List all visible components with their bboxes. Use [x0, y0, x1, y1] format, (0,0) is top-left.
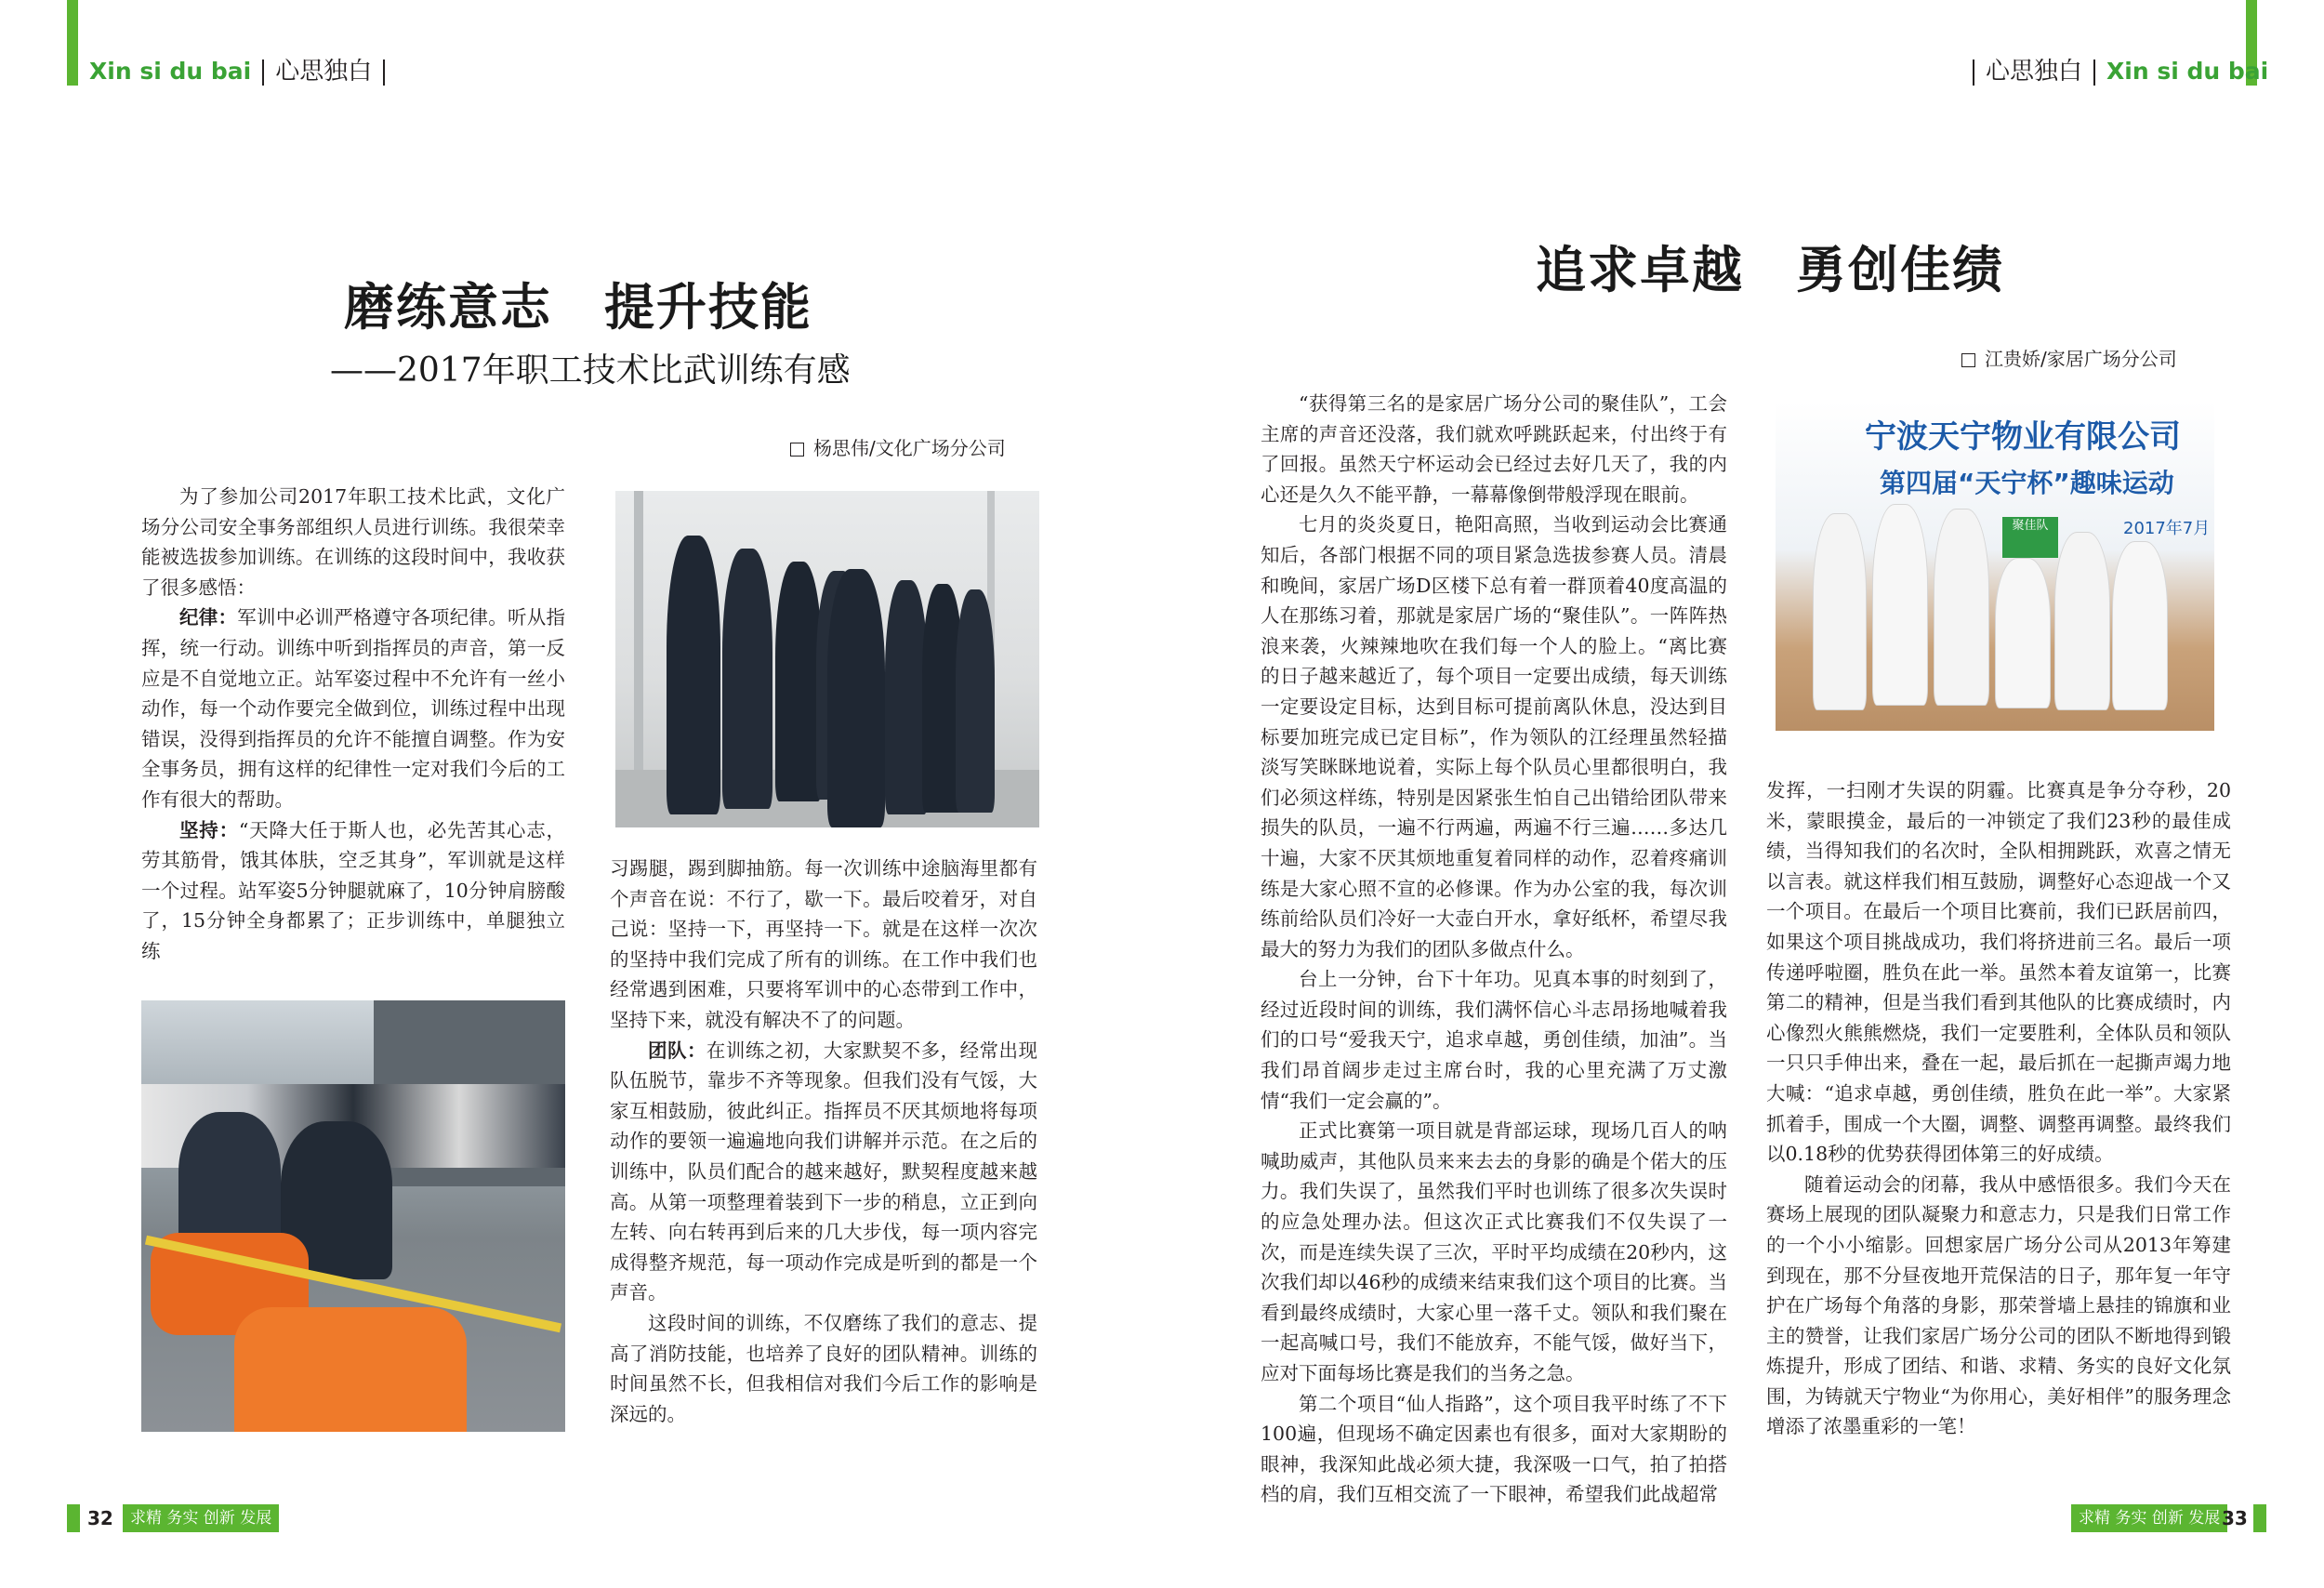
- right-page-number: 33: [2222, 1507, 2248, 1529]
- team-sign: 聚佳队: [2002, 517, 2058, 558]
- left-header-divider: [262, 60, 264, 86]
- right-footer-bar: [2253, 1504, 2266, 1532]
- paragraph: [141, 602, 565, 814]
- paragraph-text: 军训中必训严格遵守各项纪律。听从指挥，统一行动。训练中听到指挥员的声音，第一反应是不自觉地立正。站军姿过程中不允许有一丝小动作，每一个动作要完全做到位，训练过程中出现错误，没得到指挥员的允许不能擅自调整。作为安全事务员，拥有这样的纪律性一定对我们今后的工作有很大的帮助。: [141, 606, 566, 811]
- right-footer-slogan: 求精 务实 创新 发展: [2071, 1504, 2227, 1532]
- paragraph: 正式比赛第一项目就是背部运球，现场几百人的呐喊助威声，其他队员来来去去的身影的确是个偌大的压力。我们失误了，虽然我们平时也训练了很多次失误时的应急处理办法。但这次正式比赛我们不仅失误了一次，而是连续失误了三次，平时平均成绩在20秒内，这次我们却以46秒的成绩来结束我们这个项目的比赛。当看到最终成绩时，大家心里一落千丈。领队和我们聚在一起高喊口号，我们不能放弃，不能气馁，做好当下，应对下面每场比赛是我们的当务之急。: [1261, 1119, 1727, 1384]
- paragraph: 为了参加公司2017年职工技术比武，文化广场分公司安全事务部组织人员进行训练。我很荣幸能被选拔参加训练。在训练的这段时间中，我收获了很多感悟：: [141, 485, 565, 599]
- team-member-figure: [1995, 558, 2051, 708]
- guard-figure: [956, 589, 995, 813]
- author-box-icon: [790, 443, 804, 457]
- right-article-author: [1961, 344, 2177, 371]
- paragraph: “获得第三名的是家居广场分公司的聚佳队”，工会主席的声音还没落，我们就欢呼跳跃起来，付出终于有了回报。虽然天宁杯运动会已经过去好几天了，我的内心还是久久不能平静，一幕幕像倒带般浮现在眼前。: [1261, 392, 1727, 506]
- left-header-bar: [67, 0, 78, 86]
- left-footer-slogan: 求精 务实 创新 发展: [123, 1504, 279, 1532]
- paragraph: 台上一分钟，台下十年功。见真本事的时刻到了，经过近段时间的训练，我们满怀信心斗志昂扬地喊着我们的口号“爱我天宁，追求卓越，勇创佳绩，加油”。当我们昂首阔步走过主席台时，我的心里充满了万丈激情“我们一定会赢的”。: [1261, 968, 1727, 1112]
- left-page-number: 32: [87, 1507, 113, 1529]
- paragraph-label: 纪律：: [179, 606, 238, 629]
- paragraph: 这段时间的训练，不仅磨练了我们的意志、提高了消防技能，也培养了良好的团队精神。训练的时间虽然不长，但我相信对我们今后工作的影响是深远的。: [610, 1311, 1037, 1425]
- team-member-figure: [2054, 532, 2110, 710]
- left-author-name: 杨思伟/文化广场分公司: [813, 437, 1006, 459]
- guard-figure: [667, 536, 720, 814]
- left-article-author: [790, 433, 1006, 460]
- right-header-en: Xin si du bai: [2106, 58, 2269, 85]
- guard-figure: [775, 562, 822, 801]
- left-header: [89, 56, 396, 87]
- guard-figure: [722, 549, 772, 809]
- paragraph-label: 坚持：: [179, 818, 239, 841]
- author-box-icon: [1961, 353, 1975, 367]
- banner-date: 2017年7月: [2123, 519, 2211, 538]
- paragraph: [610, 1036, 1037, 1308]
- right-author-name: 江贵娇/家居广场分公司: [1985, 348, 2177, 370]
- team-member-figure: [1934, 509, 1989, 706]
- right-header-divider: [2093, 60, 2095, 86]
- paragraph-text: 在训练之初，大家默契不多，经常出现队伍脱节，靠步不齐等现象。但我们没有气馁，大家互相鼓励，彼此纠正。指挥员不厌其烦地将每项动作的要领一遍遍地向我们讲解并示范。在之后的训练中，队员们配合的越来越好，默契程度越来越高。从第一项整理着装到下一步的稍息，立正到向左转、向右转再到后来的几大步伐，每一项内容完成得整齐规范，每一项动作完成是听到的都是一个声音。: [610, 1039, 1037, 1304]
- team-member-figure: [1813, 513, 1867, 710]
- photo-security-guards-lineup: [615, 491, 1039, 827]
- paragraph-label: 团队：: [648, 1039, 706, 1062]
- paragraph: 发挥，一扫刚才失误的阴霾。比赛真是争分夺秒，20米，蒙眼摸金，最后的一冲锁定了我们23秒的最佳成绩，当得知我们的名次时，全队相拥跳跃，欢喜之情无以言表。就这样我们相互鼓励，调整好心态迎战一个又一个项目。在最后一个项目比赛前，我们已跃居前四，如果这个项目挑战成功，我们将挤进前三名。最后一项传递呼啦圈，胜负在此一举。虽然本着友谊第一，比赛第二的精神，但是当我们看到其他队的比赛成绩时，内心像烈火熊熊燃烧，我们一定要胜利，全体队员和领队一只只手伸出来，叠在一起，最后抓在一起撕声竭力地大喊：“追求卓越，勇创佳绩，胜负在此一举”。大家紧抓着手，围成一个大圈，调整、调整再调整。最终我们以0.18秒的优势获得团体第三的好成绩。: [1766, 779, 2231, 1166]
- left-column-1: [141, 482, 565, 973]
- left-footer-bar: [67, 1504, 80, 1532]
- right-header-cn: 心思独白: [1986, 58, 2083, 86]
- left-column-2: [610, 854, 1037, 1473]
- paragraph: 七月的炎炎夏日，艳阳高照，当收到运动会比赛通知后，各部门根据不同的项目紧急选拔参赛人员。清晨和晚间，家居广场D区楼下总有着一群顶着40度高温的人在那练习着，那就是家居广场的“聚佳队”。一阵阵热浪来袭，火辣辣地吹在我们每一个人的脸上。“离比赛的日子越来越近了，每个项目一定要出成绩，每天训练一定要设定目标，达到目标可提前离队休息，没达到目标要加班完成已定目标”，作为领队的江经理虽然轻描淡写笑眯眯地说着，实际上每个队员心里都很明白，我们必须这样练，特别是因紧张生怕自己出错给团队带来损失的队员，一遍不行两遍，两遍不行三遍……多达几十遍，大家不厌其烦地重复着同样的动作，忍着疼痛训练是大家心照不宣的必修课。作为办公室的我，每次训练前给队员们冷好一大壶白开水，拿好纸杯，希望尽我最大的努力为我们的团队多做点什么。: [1261, 513, 1727, 960]
- paragraph-text: “天降大任于斯人也，必先苦其心志，劳其筋骨，饿其体肤，空乏其身”，军训就是这样一个过程。站军姿5分钟腿就麻了，10分钟肩膀酸了，15分钟全身都累了；正步训练中，单腿独立练: [141, 818, 565, 962]
- left-header-en: Xin si du bai: [89, 58, 252, 85]
- paragraph: 习踢腿，踢到脚抽筋。每一次训练中途脑海里都有个声音在说：不行了，歇一下。最后咬着牙，对自己说：坚持一下，再坚持一下。就是在这样一次次的坚持中我们完成了所有的训练。在工作中我们也经常遇到困难，只要将军训中的心态带到工作中，坚持下来，就没有解决不了的问题。: [610, 857, 1037, 1031]
- right-column-2: [1766, 775, 2231, 1438]
- banner-text: 宁波天宁物业有限公司: [1865, 418, 2181, 456]
- photo-firefighting-drill: [141, 1000, 565, 1432]
- left-header-cn: 心思独白: [275, 58, 373, 86]
- team-member-figure: [1872, 504, 1928, 706]
- team-member-figure: [2112, 541, 2168, 710]
- left-article-subtitle: ——2017年职工技术比武训练有感: [330, 351, 851, 390]
- paragraph: 随着运动会的闭幕，我从中感悟很多。我们今天在赛场上展现的团队凝聚力和意志力，只是我们日常工作的一个小小缩影。回想家居广场分公司从2013年筹建到现在，那不分昼夜地开荒保洁的日子，那年复一年守护在广场每个角落的身影，那荣誉墙上悬挂的锦旗和业主的赞誉，让我们家居广场分公司的团队不断地得到锻炼提升，形成了团结、和谐、求精、务实的良好文化氛围，为铸就天宁物业“为你用心，美好相伴”的服务理念增添了浓墨重彩的一笔！: [1766, 1172, 2231, 1438]
- left-header-divider-end: [383, 60, 385, 86]
- photo-team-group: [1776, 402, 2214, 731]
- right-header: [1961, 56, 2268, 87]
- guard-figure: [827, 569, 885, 827]
- right-column-1: [1261, 389, 1727, 1506]
- left-article-title: 磨练意志 提升技能: [344, 278, 812, 337]
- photo-orange-gear: [234, 1307, 467, 1432]
- paragraph: [141, 815, 565, 967]
- right-article-title: 追求卓越 勇创佳绩: [1536, 241, 2004, 299]
- banner-line2: 第四届“天宁杯”趣味运动: [1880, 468, 2174, 498]
- right-header-divider-start: [1973, 60, 1974, 86]
- paragraph: 第二个项目“仙人指路”，这个项目我平时练了不下100遍，但现场不确定因素也有很多，面对大家期盼的眼神，我深知此战必须大捷，我深吸一口气，拍了拍搭档的肩，我们互相交流了一下眼神，希望我们此战超常: [1261, 1392, 1727, 1506]
